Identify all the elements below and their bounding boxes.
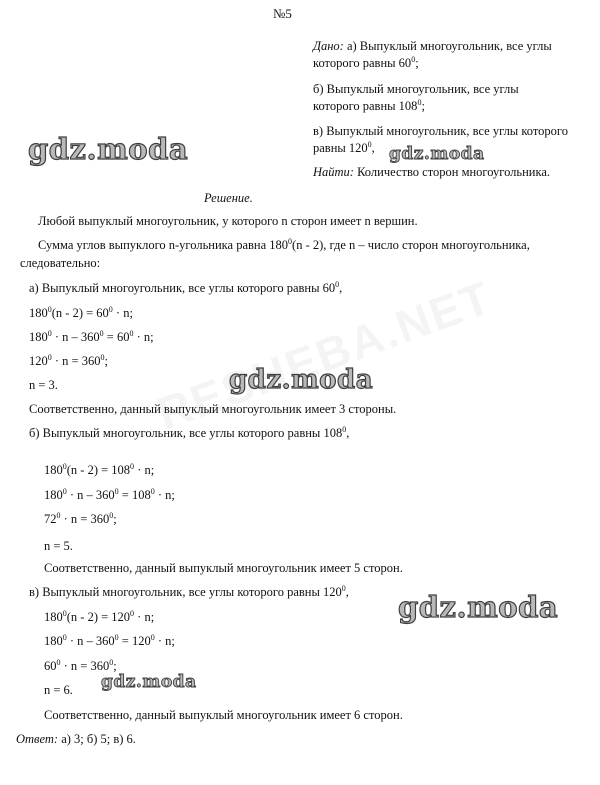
given-a-line2: которого равны $60^0$;	[313, 55, 419, 70]
given-label: Дано:	[313, 39, 344, 53]
given-a-line1	[313, 39, 552, 54]
intro-line: Любой выпуклый многоугольник, у которого n сторон имеет n вершин.	[38, 214, 418, 228]
part-a-eq2: $180^0 \cdot n - 360^0 = 60^0 \cdot n$;	[29, 329, 154, 344]
part-b-conclusion: Соответственно, данный выпуклый многоугольник имеет 5 сторон.	[44, 561, 403, 575]
answer-text: а) 3; б) 5; в) 6.	[61, 732, 136, 746]
sum-line-1: Сумма углов выпуклого n-угольника равна $180^0(n - 2)$, где n – число сторон многоугольника,	[38, 237, 530, 252]
given-a-text: а) Выпуклый многоугольник, все углы	[346, 39, 552, 53]
watermark-logo: gdz.moda	[229, 365, 374, 395]
part-b-head: б) Выпуклый многоугольник, все углы которого равны $108^0$,	[29, 425, 350, 440]
answer-label: Ответ:	[16, 732, 59, 746]
part-a-eq4: n = 3.	[29, 378, 58, 392]
sum-line-2: следовательно:	[20, 256, 101, 270]
given-v-line1: в) Выпуклый многоугольник, все углы которого	[313, 124, 568, 138]
given-v-line2: равны $120^0$,	[313, 140, 375, 155]
answer-line	[16, 732, 136, 747]
part-v-eq3: $60^0 \cdot n = 360^0$;	[44, 658, 117, 673]
watermark-logo: gdz.moda	[28, 132, 189, 166]
part-b-eq3: $72^0 \cdot n = 360^0$;	[44, 511, 117, 526]
part-a-head: а) Выпуклый многоугольник, все углы которого равны $60^0$,	[29, 280, 343, 295]
part-v-eq1: $180^0(n - 2) = 120^0 \cdot n$;	[44, 609, 155, 624]
find-label: Найти:	[313, 165, 354, 179]
given-b-line1: б) Выпуклый многоугольник, все углы	[313, 82, 519, 96]
problem-number: №5	[273, 6, 292, 21]
find-line	[313, 165, 550, 180]
part-b-eq4: n = 5.	[44, 539, 73, 553]
part-a-eq3: $120^0 \cdot n = 360^0$;	[29, 353, 108, 368]
part-a-eq1: $180^0(n - 2) = 60^0 \cdot n$;	[29, 305, 133, 320]
part-v-eq2: $180^0 \cdot n - 360^0 = 120^0 \cdot n$;	[44, 633, 175, 648]
part-b-eq1: $180^0(n - 2) = 108^0 \cdot n$;	[44, 462, 155, 477]
solution-title: Решение.	[204, 191, 253, 205]
part-a-conclusion: Соответственно, данный выпуклый многоугольник имеет 3 стороны.	[29, 402, 397, 416]
watermark-logo: gdz.moda	[101, 672, 197, 692]
part-v-eq4: n = 6.	[44, 683, 73, 697]
given-b-line2: которого равны $108^0$;	[313, 98, 425, 113]
watermark-logo: gdz.moda	[389, 144, 485, 164]
find-text: Количество сторон многоугольника.	[357, 165, 551, 179]
part-v-head: в) Выпуклый многоугольник, все углы которого равны $120^0$,	[29, 584, 349, 599]
watermark-logo: gdz.moda	[398, 590, 559, 624]
part-v-conclusion: Соответственно, данный выпуклый многоугольник имеет 6 сторон.	[44, 708, 403, 722]
part-b-eq2: $180^0 \cdot n - 360^0 = 108^0 \cdot n$;	[44, 487, 175, 502]
